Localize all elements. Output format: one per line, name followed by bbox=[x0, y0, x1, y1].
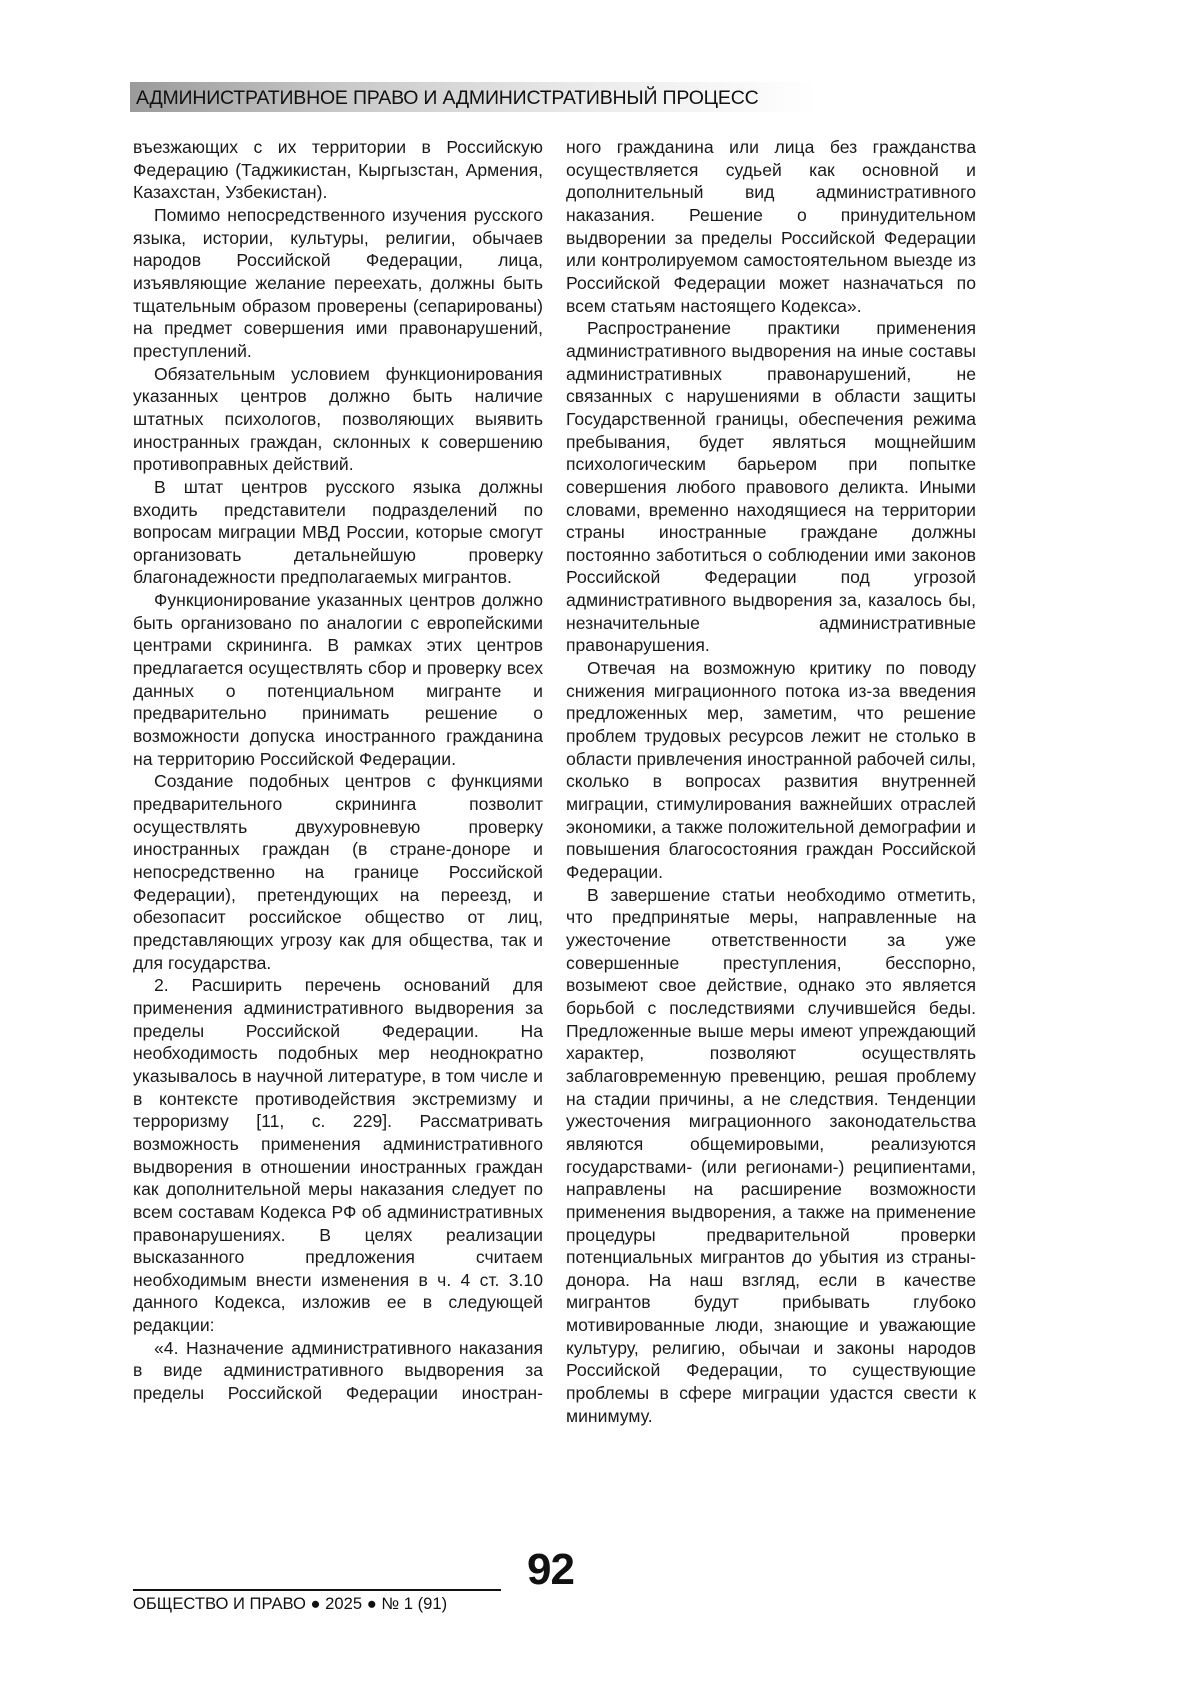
paragraph: Создание подобных центров с функциями предварительного скрининга позволит осуществлять двухуровневую проверку иностранных граждан (в стране-доноре и непосредственно на границе Российской Федерации), претендующих на переезд, и обезопасит российское общество от лиц, представляющих угрозу как для общества, так и для государства. bbox=[133, 771, 543, 973]
paragraph: въезжающих с их территории в Российскую Федерацию (Таджикистан, Кыргызстан, Армения, Казахстан, Узбекистан). bbox=[133, 137, 543, 203]
paragraph: Распространение практики применения административного выдворения на иные составы административных правонарушений, не связанных с нарушениями в области защиты Государственной границы, обеспечения режима пребывания, будет являться мощнейшим психологическим барьером при попытке совершения любого правового деликта. Иными словами, временно находящиеся на территории страны иностранные граждане должны постоянно заботиться о соблюдении ими законов Российской Федерации под угрозой административного выдворения за, казалось бы, незначительные административные правонарушения. bbox=[566, 318, 976, 656]
journal-citation: ОБЩЕСТВО И ПРАВО ● 2025 ● № 1 (91) bbox=[133, 1594, 448, 1613]
paragraph: Отвечая на возможную критику по поводу снижения миграционного потока из-за введения предложенных мер, заметим, что решение проблем трудовых ресурсов лежит не столько в области привлечения иностранной рабочей силы, сколько в вопросах развития внутренней миграции, стимулирования важнейших отраслей экономики, а также положительной демографии и повышения благосостояния граждан Российской Федерации. bbox=[566, 658, 976, 882]
paragraph: Функционирование указанных центров должно быть организовано по аналогии с европейскими центрами скрининга. В рамках этих центров предлагается осуществлять сбор и проверку всех данных о потенциальном мигранте и предварительно принимать решение о возможности допуска иностранного гражданина на территорию Российской Федерации. bbox=[133, 590, 543, 769]
paragraph: Помимо непосредственного изучения русского языка, истории, культуры, религии, обычаев народов Российской Федерации, лица, изъявляющие желание переехать, должны быть тщательным образом проверены (сепарированы) на предмет совершения ими правонарушений, преступлений. bbox=[133, 204, 543, 361]
page-number: 92 bbox=[527, 1545, 574, 1594]
left-column bbox=[133, 136, 543, 1405]
paragraph: «4. Назначение административного наказания в виде административного выдворения за пределы Российской Федерации иностран- bbox=[133, 1337, 543, 1404]
paragraph: Обязательным условием функционирования указанных центров должно быть наличие штатных психологов, позволяющих выявить иностранных граждан, склонных к совершению противоправных действий. bbox=[133, 363, 543, 475]
right-column bbox=[566, 136, 976, 1427]
paragraph: 2. Расширить перечень оснований для применения административного выдворения за пределы Российской Федерации. На необходимость подобных мер неоднократно указывалось в научной литературе, в том числе и в контексте противодействия экстремизму и терроризму [11, с. 229]. Рассматривать возможность применения административного выдворения в отношении иностранных граждан как дополнительной меры наказания следует по всем составам Кодекса РФ об административных правонарушениях. В целях реализации высказанного предложения считаем необходимым внести изменения в ч. 4 ст. 3.10 данного Кодекса, изложив ее в следующей редакции: bbox=[133, 975, 543, 1336]
section-title: АДМИНИСТРАТИВНОЕ ПРАВО И АДМИНИСТРАТИВНЫЙ ПРОЦЕСС bbox=[136, 87, 759, 109]
paragraph: В штат центров русского языка должны входить представители подразделений по вопросам миграции МВД России, которые смогут организовать детальнейшую проверку благонадежности предполагаемых мигрантов. bbox=[133, 476, 543, 588]
paragraph: В завершение статьи необходимо отметить, что предпринятые меры, направленные на ужесточение ответственности за уже совершенные преступления, бесспорно, возымеют свое действие, однако это является борьбой с последствиями случившейся беды. Предложенные выше меры имеют упреждающий характер, позволяют осуществлять заблаговременную превенцию, решая проблему на стадии причины, а не следствия. Тенденции ужесточения миграционного законодательства являются общемировыми, реализуются государствами- (или регионами-) реципиентами, направлены на расширение возможности применения выдворения, а также на применение процедуры предварительной проверки потенциальных мигрантов до убытия из страны-донора. На наш взгляд, если в качестве мигрантов будут прибывать глубоко мотивированные люди, знающие и уважающие культуру, религию, обычаи и законы народов Российской Федерации, то существующие проблемы в сфере миграции удастся свести к минимуму. bbox=[566, 884, 976, 1426]
footer-divider bbox=[133, 1589, 501, 1591]
paragraph: ного гражданина или лица без гражданства осуществляется судьей как основной и дополнительный вид административного наказания. Решение о принудительном выдворении за пределы Российской Федерации или контролируемом самостоятельном выезде из Российской Федерации может назначаться по всем статьям настоящего Кодекса». bbox=[566, 137, 976, 316]
